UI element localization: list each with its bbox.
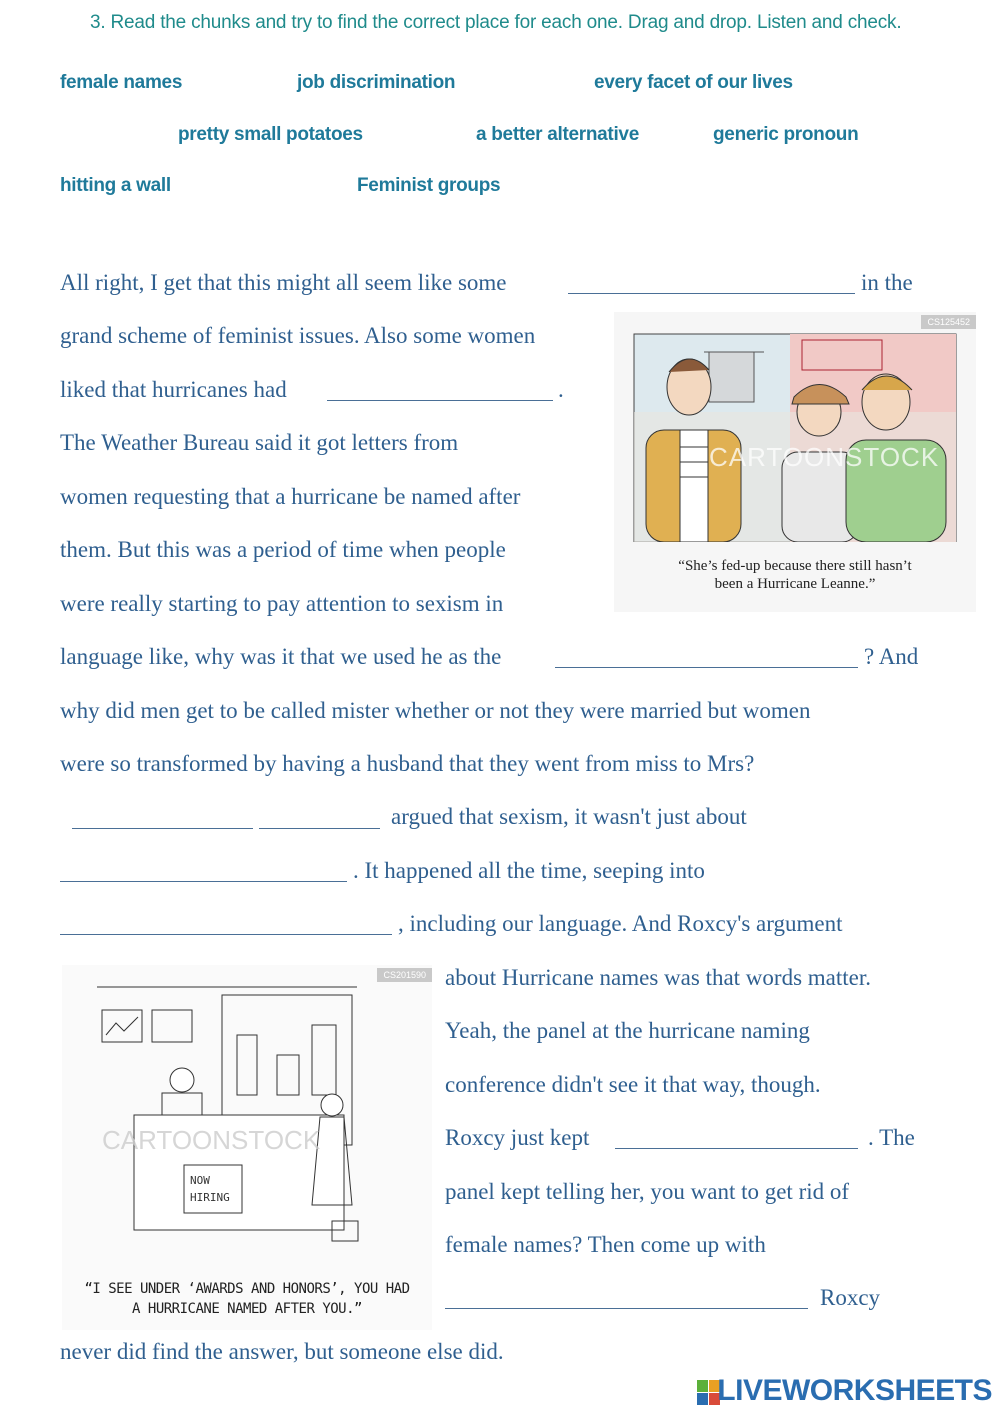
- chunk-small-potatoes[interactable]: pretty small potatoes: [178, 124, 363, 145]
- passage-line: argued that sexism, it wasn't just about: [391, 804, 747, 829]
- instruction-text: 3. Read the chunks and try to find the correct place for each one. Drag and drop. Listen and check.: [90, 12, 902, 33]
- passage-line: in the: [861, 270, 913, 295]
- drop-zone-1[interactable]: [568, 293, 855, 294]
- chunk-every-facet[interactable]: every facet of our lives: [594, 72, 793, 93]
- brand-logo: LIVEWORKSHEETS: [717, 1374, 992, 1407]
- drop-zone-9[interactable]: [445, 1308, 808, 1309]
- chunk-feminist-groups[interactable]: Feminist groups: [357, 175, 501, 196]
- passage-line: were so transformed by having a husband that they went from miss to Mrs?: [60, 751, 755, 776]
- cartoon-watermark: CARTOONSTOCK: [102, 1125, 321, 1155]
- cartoon-caption: “She’s fed-up because there still hasn’t: [678, 558, 912, 574]
- cartoon-caption: A HURRICANE NAMED AFTER YOU.”: [132, 1301, 362, 1317]
- passage-line: female names? Then come up with: [445, 1232, 766, 1257]
- passage-line: why did men get to be called mister whether or not they were married but women: [60, 698, 811, 723]
- passage-line: Roxcy: [820, 1285, 881, 1310]
- chunk-hitting-wall[interactable]: hitting a wall: [60, 175, 171, 196]
- passage-line: , including our language. And Roxcy's argument: [398, 911, 843, 936]
- sign-text: NOW: [190, 1174, 210, 1187]
- chunk-better-alternative[interactable]: a better alternative: [476, 124, 639, 145]
- passage-line: The Weather Bureau said it got letters from: [60, 430, 459, 455]
- passage-line: .: [558, 377, 564, 402]
- chunk-job-discrimination[interactable]: job discrimination: [297, 72, 456, 93]
- passage-line: language like, why was it that we used he as the: [60, 644, 502, 669]
- drop-zone-6[interactable]: [60, 881, 347, 882]
- chunk-female-names[interactable]: female names: [60, 72, 183, 93]
- passage-line: Roxcy just kept: [445, 1125, 590, 1150]
- passage-line: panel kept telling her, you want to get rid of: [445, 1179, 850, 1204]
- drop-zone-8[interactable]: [615, 1148, 858, 1149]
- passage-line: Yeah, the panel at the hurricane naming: [445, 1018, 810, 1043]
- cartoon-caption: been a Hurricane Leanne.”: [714, 576, 876, 592]
- passage-line: about Hurricane names was that words matter.: [445, 965, 872, 990]
- passage-line: . It happened all the time, seeping into: [353, 858, 705, 883]
- passage-line: grand scheme of feminist issues. Also some women: [60, 323, 536, 348]
- passage-line: women requesting that a hurricane be named after: [60, 484, 521, 509]
- passage-line: . The: [868, 1125, 915, 1150]
- chunk-generic-pronoun[interactable]: generic pronoun: [713, 124, 859, 145]
- drop-zone-3[interactable]: [555, 667, 858, 668]
- cartoon-id-tag: CS201590: [377, 968, 432, 982]
- cartoon-id-tag: CS125452: [921, 315, 976, 329]
- passage-line: conference didn't see it that way, though.: [445, 1072, 821, 1097]
- sign-text: HIRING: [190, 1191, 230, 1204]
- drop-zone-7[interactable]: [60, 934, 392, 935]
- cartoon-watermark: CARTOONSTOCK: [709, 442, 940, 472]
- cartoon-illustration: [614, 312, 976, 542]
- passage-line: All right, I get that this might all seem like some: [60, 270, 507, 295]
- passage-line: liked that hurricanes had: [60, 377, 287, 402]
- drop-zone-4[interactable]: [72, 828, 253, 829]
- passage-line: were really starting to pay attention to sexism in: [60, 591, 504, 616]
- cartoon-now-hiring: [62, 965, 432, 1330]
- cartoon-hurricane-leanne: [614, 312, 976, 612]
- drop-zone-2[interactable]: [327, 400, 553, 401]
- passage-line: ? And: [864, 644, 919, 669]
- cartoon-illustration: [62, 965, 432, 1265]
- passage-line: them. But this was a period of time when people: [60, 537, 506, 562]
- cartoon-caption: “I SEE UNDER ‘AWARDS AND HONORS’, YOU HAD: [84, 1281, 410, 1297]
- passage-line: never did find the answer, but someone else did.: [60, 1339, 504, 1364]
- drop-zone-5[interactable]: [259, 828, 380, 829]
